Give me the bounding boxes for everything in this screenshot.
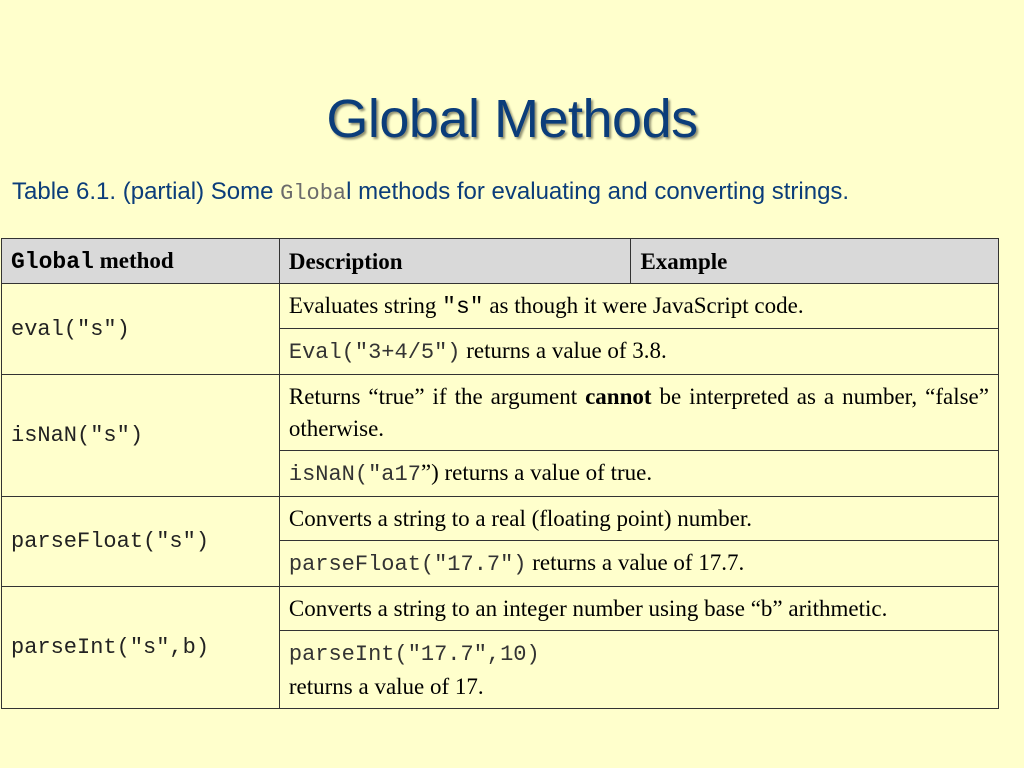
example-eval — [279, 329, 998, 375]
example-parsefloat — [279, 541, 998, 587]
description-parseint: Converts a string to an integer number using base “b” arithmetic. — [279, 587, 998, 631]
global-methods-table — [1, 238, 999, 709]
example-code: parseInt("17.7",10) — [288, 642, 540, 667]
method-name-parseint: parseInt("s",b) — [2, 587, 280, 709]
example-code: Eval("3+4/5") — [288, 340, 461, 365]
description-eval — [279, 284, 998, 329]
example-text: returns a value of 17. — [288, 674, 484, 699]
example-code: parseFloat("17.7") — [288, 552, 527, 577]
caption-suffix: l methods for evaluating and converting strings. — [346, 178, 850, 205]
caption-prefix: Table 6.1. (partial) Some — [12, 178, 281, 205]
example-isnan — [279, 451, 998, 497]
example-text: returns a value of 3.8. — [460, 338, 667, 363]
table-row-eval-desc — [2, 284, 999, 329]
example-text: returns a value of 17.7. — [526, 550, 745, 575]
desc-text: Evaluates string — [288, 293, 443, 318]
description-isnan — [279, 375, 998, 451]
table-row-parsefloat-desc — [2, 497, 999, 541]
header-global-method — [2, 239, 280, 284]
desc-text: be interpreted as a number, “false” otherwise. — [288, 384, 989, 441]
caption-code: Globa — [280, 181, 347, 206]
desc-emphasis: cannot — [585, 384, 652, 409]
header-example: Example — [631, 239, 999, 284]
table-header-row — [2, 239, 999, 284]
desc-text: Returns “true” if the argument — [288, 384, 586, 409]
method-name-eval: eval("s") — [2, 284, 280, 375]
table-row-isnan-desc — [2, 375, 999, 451]
table-caption — [12, 178, 849, 206]
method-name-parsefloat: parseFloat("s") — [2, 497, 280, 587]
example-parseint — [279, 631, 998, 709]
header-method-text: method — [93, 248, 174, 273]
desc-text: as though it were JavaScript code. — [483, 293, 804, 318]
example-code: isNaN("a17 — [288, 462, 421, 487]
desc-code: "s" — [442, 294, 484, 320]
slide-title: Global Methods — [326, 89, 698, 149]
method-name-isnan: isNaN("s") — [2, 375, 280, 497]
header-method-code: Global — [11, 249, 94, 275]
header-description: Description — [279, 239, 631, 284]
example-text: ”) returns a value of true. — [420, 460, 653, 485]
description-parsefloat: Converts a string to a real (floating point) number. — [279, 497, 998, 541]
table-row-parseint-desc — [2, 587, 999, 631]
